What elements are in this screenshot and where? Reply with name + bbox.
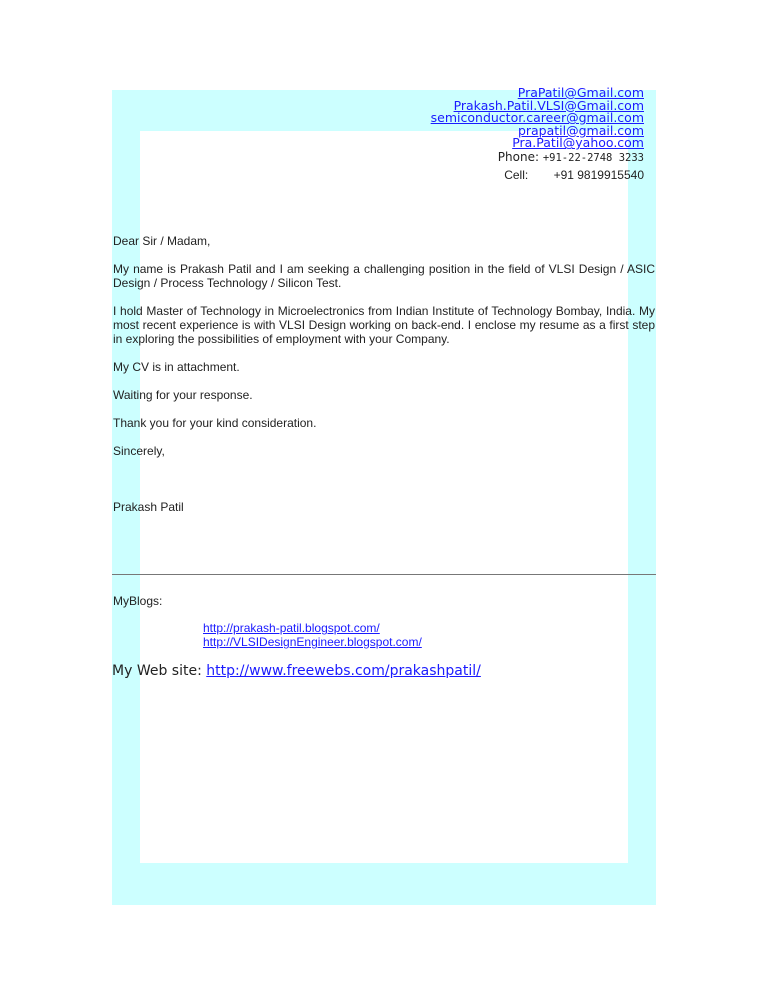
divider <box>112 574 656 575</box>
blog-link-1[interactable]: http://prakash-patil.blogspot.com/ <box>203 621 380 635</box>
blog-links <box>203 621 422 649</box>
contact-header <box>431 87 644 181</box>
website-link[interactable]: http://www.freewebs.com/prakashpatil/ <box>206 663 481 679</box>
email-link-4[interactable]: prapatil@gmail.com <box>517 122 644 138</box>
phone-value: +91-22-2748 3233 <box>542 151 644 164</box>
signature: Prakash Patil <box>113 500 184 514</box>
closing: Sincerely, <box>113 444 165 458</box>
blog-link-2[interactable]: http://VLSIDesignEngineer.blogspot.com/ <box>203 635 422 649</box>
paragraph-intro: My name is Prakash Patil and I am seeking a challenging position in the field of VLSI Design / ASIC Design / Process Technology / Silicon Test. <box>113 262 655 290</box>
paragraph-cv: My CV is in attachment. <box>113 360 240 374</box>
email-link-2[interactable]: Prakash.Patil.VLSI@Gmail.com <box>453 97 644 113</box>
website-line <box>112 663 481 679</box>
salutation: Dear Sir / Madam, <box>113 234 211 248</box>
phone-label: Phone: <box>497 149 540 164</box>
phone-line <box>431 151 644 165</box>
paragraph-education: I hold Master of Technology in Microelectronics from Indian Institute of Technology Bombay, India. My most recent experience is with VLSI Design working on back-end. I enclose my resume as a first step in exploring the possibilities of employment with your Company. <box>113 304 655 346</box>
blogs-label: MyBlogs: <box>113 594 163 608</box>
website-label: My Web site: <box>112 663 202 679</box>
cell-value: +91 9819915540 <box>553 167 644 182</box>
paragraph-waiting: Waiting for your response. <box>113 388 253 402</box>
email-link-3[interactable]: semiconductor.career@gmail.com <box>430 110 644 126</box>
letter-body <box>113 234 655 528</box>
email-link-1[interactable]: PraPatil@Gmail.com <box>517 85 644 100</box>
cell-line <box>431 169 644 182</box>
paragraph-thanks: Thank you for your kind consideration. <box>113 416 317 430</box>
cell-label: Cell: <box>504 167 529 182</box>
email-link-5[interactable]: Pra.Patil@yahoo.com <box>512 135 644 151</box>
